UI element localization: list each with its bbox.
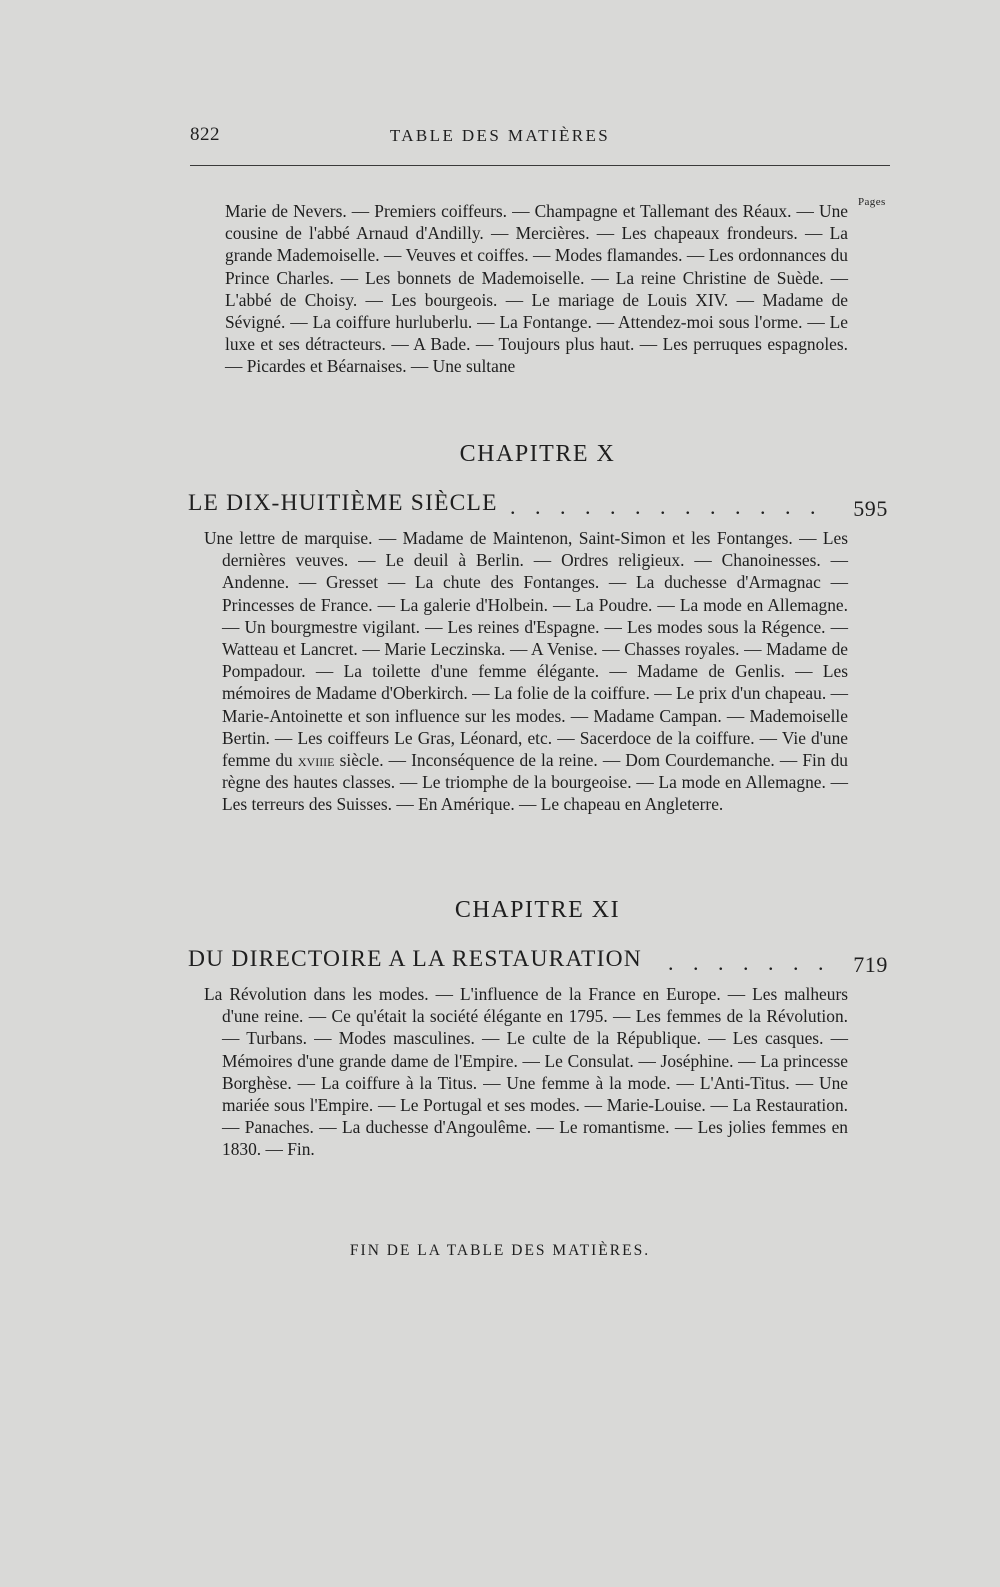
toc-entry-chapter-xi[interactable] xyxy=(188,946,888,982)
section-page-x: 595 xyxy=(853,496,888,521)
chapter-x-summary xyxy=(204,527,848,816)
dot-leader: . . . . . . . . . . . . . xyxy=(510,494,823,519)
section-page-xi: 719 xyxy=(853,952,888,977)
chapter-x-summary-part2: siècle. — Inconséquence de la reine. — Dom Courdemanche. — Fin du règne des hautes classes. — Le triomphe de la bourgeoise. — La mode en Allemagne. — Les terreurs des Suisses. — En Amérique. — Le chapeau en Angleterre. xyxy=(222,750,848,815)
chapter-xi-summary: La Révolution dans les modes. — L'influence de la France en Europe. — Les malheurs d'une reine. — Ce qu'était la société élégante en 1795. — Les femmes de la Révolution. — Turbans. — Modes masculines. — Le culte de la République. — Les casques. — Mémoires d'une grande dame de l'Empire. — Le Consulat. — Joséphine. — La princesse Borghèse. — La coiffure à la Titus. — Une femme à la mode. — L'Anti-Titus. — Une mariée sous l'Empire. — Le Portugal et ses modes. — Marie-Louise. — La Restauration. — Panaches. — La duchesse d'Angoulême. — Le romantisme. — Les jolies femmes en 1830. — Fin. xyxy=(204,984,848,1160)
century-numeral: xviiie xyxy=(297,750,335,771)
dot-leader: . . . . . . . xyxy=(668,950,831,975)
section-title-x: LE DIX-HUITIÈME SIÈCLE xyxy=(188,490,498,516)
chapter-heading-xi: CHAPITRE XI xyxy=(454,897,621,923)
section-title-xi: DU DIRECTOIRE A LA RESTAURATION xyxy=(188,946,642,972)
page-number: 822 xyxy=(190,124,220,145)
toc-entry-chapter-x[interactable] xyxy=(188,490,888,526)
pages-column-label: Pages xyxy=(858,196,886,208)
chapter-x-summary-part1: Une lettre de marquise. — Madame de Maintenon, Saint-Simon et les Fontanges. — Les dernières veuves. — Le deuil à Berlin. — Ordres religieux. — Chanoinesses. — Andenne. — Gresset — La chute des Fontanges. — La duchesse d'Armagnac — Princesses de France. — La galerie d'Holbein. — La Poudre. — La mode en Allemagne. — Un bourgmestre vigilant. — Les reines d'Espagne. — Les modes sous la Régence. — Watteau et Lancret. — Marie Leczinska. — A Venise. — Chasses royales. — Madame de Pompadour. — La toilette d'une femme élégante. — Madame de Genlis. — Les mémoires de Madame d'Oberkirch. — La folie de la coiffure. — Le prix d'un chapeau. — Marie-Antoinette et son influence sur les modes. — Madame Campan. — Mademoiselle Bertin. — Les coiffeurs Le Gras, Léonard, etc. — Sacerdoce de la coiffure. — Vie d'une femme du xyxy=(204,528,848,771)
end-of-table-note: FIN DE LA TABLE DES MATIÈRES. xyxy=(349,1242,651,1259)
header-rule xyxy=(190,165,890,166)
chapter-heading-x: CHAPITRE X xyxy=(459,441,616,467)
continued-summary: Marie de Nevers. — Premiers coiffeurs. — Champagne et Tallemant des Réaux. — Une cousine de l'abbé Arnaud d'Andilly. — Mercières. — Les chapeaux frondeurs. — La grande Mademoiselle. — Veuves et coiffes. — Modes flamandes. — Les ordonnances du Prince Charles. — Les bonnets de Mademoiselle. — La reine Christine de Suède. — L'abbé de Choisy. — Les bourgeois. — Le mariage de Louis XIV. — Madame de Sévigné. — La coiffure hurluberlu. — La Fontange. — Attendez-moi sous l'orme. — Le luxe et ses détracteurs. — A Bade. — Toujours plus haut. — Les perruques espagnoles. — Picardes et Béarnaises. — Une sultane xyxy=(225,201,848,377)
running-title: TABLE DES MATIÈRES xyxy=(389,126,611,145)
